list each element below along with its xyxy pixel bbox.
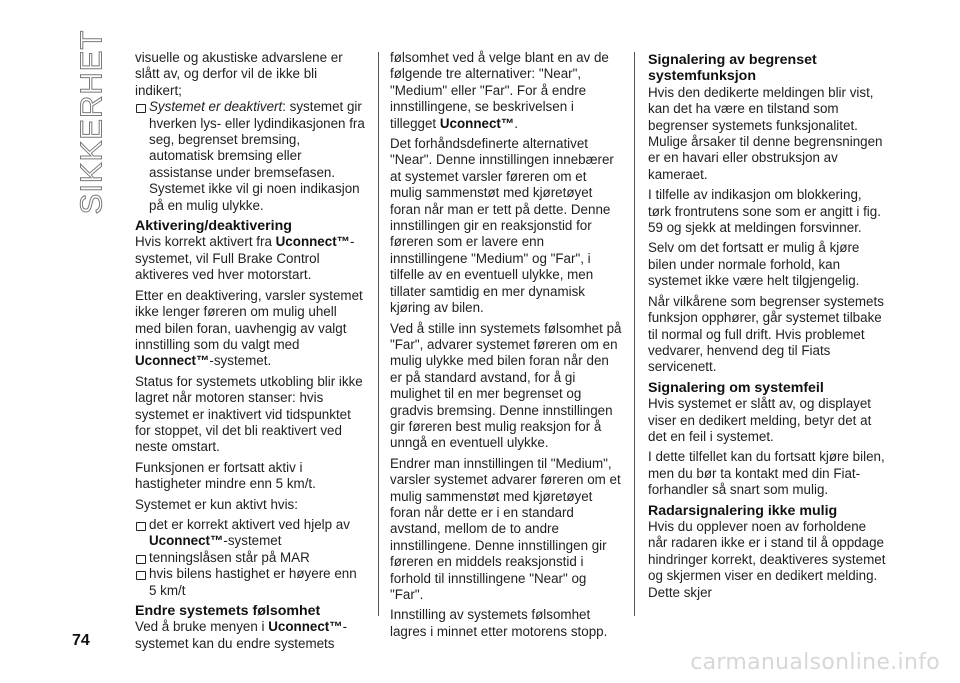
paragraph: Endrer man innstillingen til "Medium", varsler systemet advarer føreren om et mulig sammenstøt med kjøretøyet foran når dette er i en standard avstand, mellom de to andre innstillingene. Denne innstillingen gir føreren en middels reaksjonstid i forhold til innstillingene "Near" og "Far". xyxy=(390,455,621,602)
paragraph: Hvis den dedikerte meldingen blir vist, kan det ha være en tilstand som begrenser systemets funksjonalitet. Mulige årsaker til denne begrensningen er en havari eller obstruksjon av kameraet. xyxy=(648,84,883,182)
text: Hvis korrekt aktivert fra xyxy=(135,234,276,250)
text: Ved å bruke menyen i xyxy=(135,619,269,635)
list-item: hvis bilens hastighet er høyere enn 5 km/t xyxy=(135,566,365,599)
text: -systemet. xyxy=(209,353,272,369)
italic-term: Systemet er deaktivert xyxy=(149,99,283,115)
brand-term: Uconnect™ xyxy=(149,533,224,549)
text: -systemet xyxy=(223,533,282,549)
list-item-text: : systemet gir hverken lys- eller lydindikasjonen fra seg, begrenset bremsing, automatisk bremsing eller assistanse under bremsefasen. Systemet ikke vil gi noen indikasjon på en mulig ulykke. xyxy=(149,99,365,213)
brand-term: Uconnect™ xyxy=(268,619,343,635)
list-item: tenningslåsen står på MAR xyxy=(135,550,365,566)
page-number: 74 xyxy=(72,632,90,649)
paragraph: Innstilling av systemets følsomhet lagres i minnet etter motorens stopp. xyxy=(390,607,608,639)
section-title xyxy=(68,29,114,215)
paragraph: Selv om det fortsatt er mulig å kjøre bilen under normale forhold, kan systemet ikke være helt tilgjengelig. xyxy=(648,240,860,289)
paragraph: Systemet er kun aktivt hvis: xyxy=(135,496,298,512)
list-item xyxy=(135,99,365,214)
brand-term: Uconnect™ xyxy=(275,234,351,250)
text: følsomhet ved å velge blant en av de følgende tre alternativer: "Near", "Medium" eller "Far". For å endre innstillingene, se beskrivelsen i tillegget xyxy=(390,50,609,131)
text-column-2 xyxy=(390,50,622,644)
section-heading: Endre systemets følsomhet xyxy=(135,603,321,619)
text-column-3 xyxy=(648,50,888,605)
paragraph: visuelle og akustiske advarslene er slått av, og derfor vil de ikke bli indikert; xyxy=(135,50,343,98)
paragraph xyxy=(135,619,365,652)
paragraph xyxy=(135,234,365,283)
column-divider xyxy=(378,52,379,616)
paragraph xyxy=(135,288,365,370)
watermark: carmanualsonline.info xyxy=(690,650,940,675)
paragraph: Funksjonen er fortsatt aktiv i hastigheter mindre enn 5 km/t. xyxy=(135,459,316,492)
paragraph xyxy=(390,50,622,132)
section-heading: Aktivering/deaktivering xyxy=(135,218,292,235)
paragraph: Status for systemets utkobling blir ikke lagret når motoren stanser: hvis systemet er inaktivert vid tidspunktet for stoppet, vil det bli reaktivert ved neste omstart. xyxy=(135,373,363,455)
paragraph: Det forhåndsdefinerte alternativet "Near". Denne innstillingen innebærer at systemet varsler føreren om et mulig sammenstøt med kjøretøyet foran når man er tett på dette. Denne innstillingen gir en reaksjonstid for føreren som er lavere enn innstillingene "Medium" og "Far", i tilfelle av en eventuell ulykke, men tillater samtidig en mer dynamisk kjøring av bilen. xyxy=(390,136,614,316)
text: -systemet, vil Full Brake Control aktiveres ved hver motorstart. xyxy=(135,234,355,283)
text-column-1 xyxy=(135,50,365,656)
column-divider xyxy=(634,52,635,616)
list-item xyxy=(135,517,365,550)
paragraph: Hvis systemet er slått av, og displayet viser en dedikert melding, betyr det at det en feil i systemet. xyxy=(648,396,872,444)
text: -systemet kan du endre systemets xyxy=(135,619,348,651)
paragraph: I tilfelle av indikasjon om blokkering, tørk frontrutens sone som er angitt i fig. 59 og sjekk at meldingen forsvinner. xyxy=(648,187,881,236)
brand-term: Uconnect™ xyxy=(439,115,515,131)
text: . xyxy=(514,115,519,131)
section-title-text: SIKKERHET xyxy=(73,29,108,215)
paragraph: I dette tilfellet kan du fortsatt kjøre bilen, men du bør ta kontakt med din Fiat-forhandler så snart som mulig. xyxy=(648,449,885,498)
section-heading: Radarsignalering ikke mulig xyxy=(648,502,838,519)
paragraph: Hvis du opplever noen av forholdene når radaren ikke er i stand til å oppdage hindringer korrekt, deaktiveres systemet og skjermen viser en dedikert melding. Dette skjer xyxy=(648,518,886,600)
section-heading: Signalering om systemfeil xyxy=(648,379,824,396)
paragraph: Når vilkårene som begrenser systemets funksjon opphører, går systemet tilbake til normal og full drift. Hvis problemet vedvarer, henvend deg til Fiats servicenett. xyxy=(648,293,884,375)
text: Etter en deaktivering, varsler systemet ikke lenger føreren om mulig uhell med bilen foran, uavhengig av valgt innstilling som du valgt med xyxy=(135,287,363,352)
brand-term: Uconnect™ xyxy=(135,353,210,369)
paragraph: Ved å stille inn systemets følsomhet på "Far", advarer systemet føreren om en mulig ulykke med bilen foran når den er på standard avstand, for å gi mulighet til en mer begrenset og gradvis bremsing. Denne innstillingen gir føreren best mulig reaksjon for å unngå en eventuell ulykke. xyxy=(390,320,622,451)
text: det er korrekt aktivert ved hjelp av xyxy=(149,516,350,532)
section-heading: Signalering av begrenset systemfunksjon xyxy=(648,52,817,85)
